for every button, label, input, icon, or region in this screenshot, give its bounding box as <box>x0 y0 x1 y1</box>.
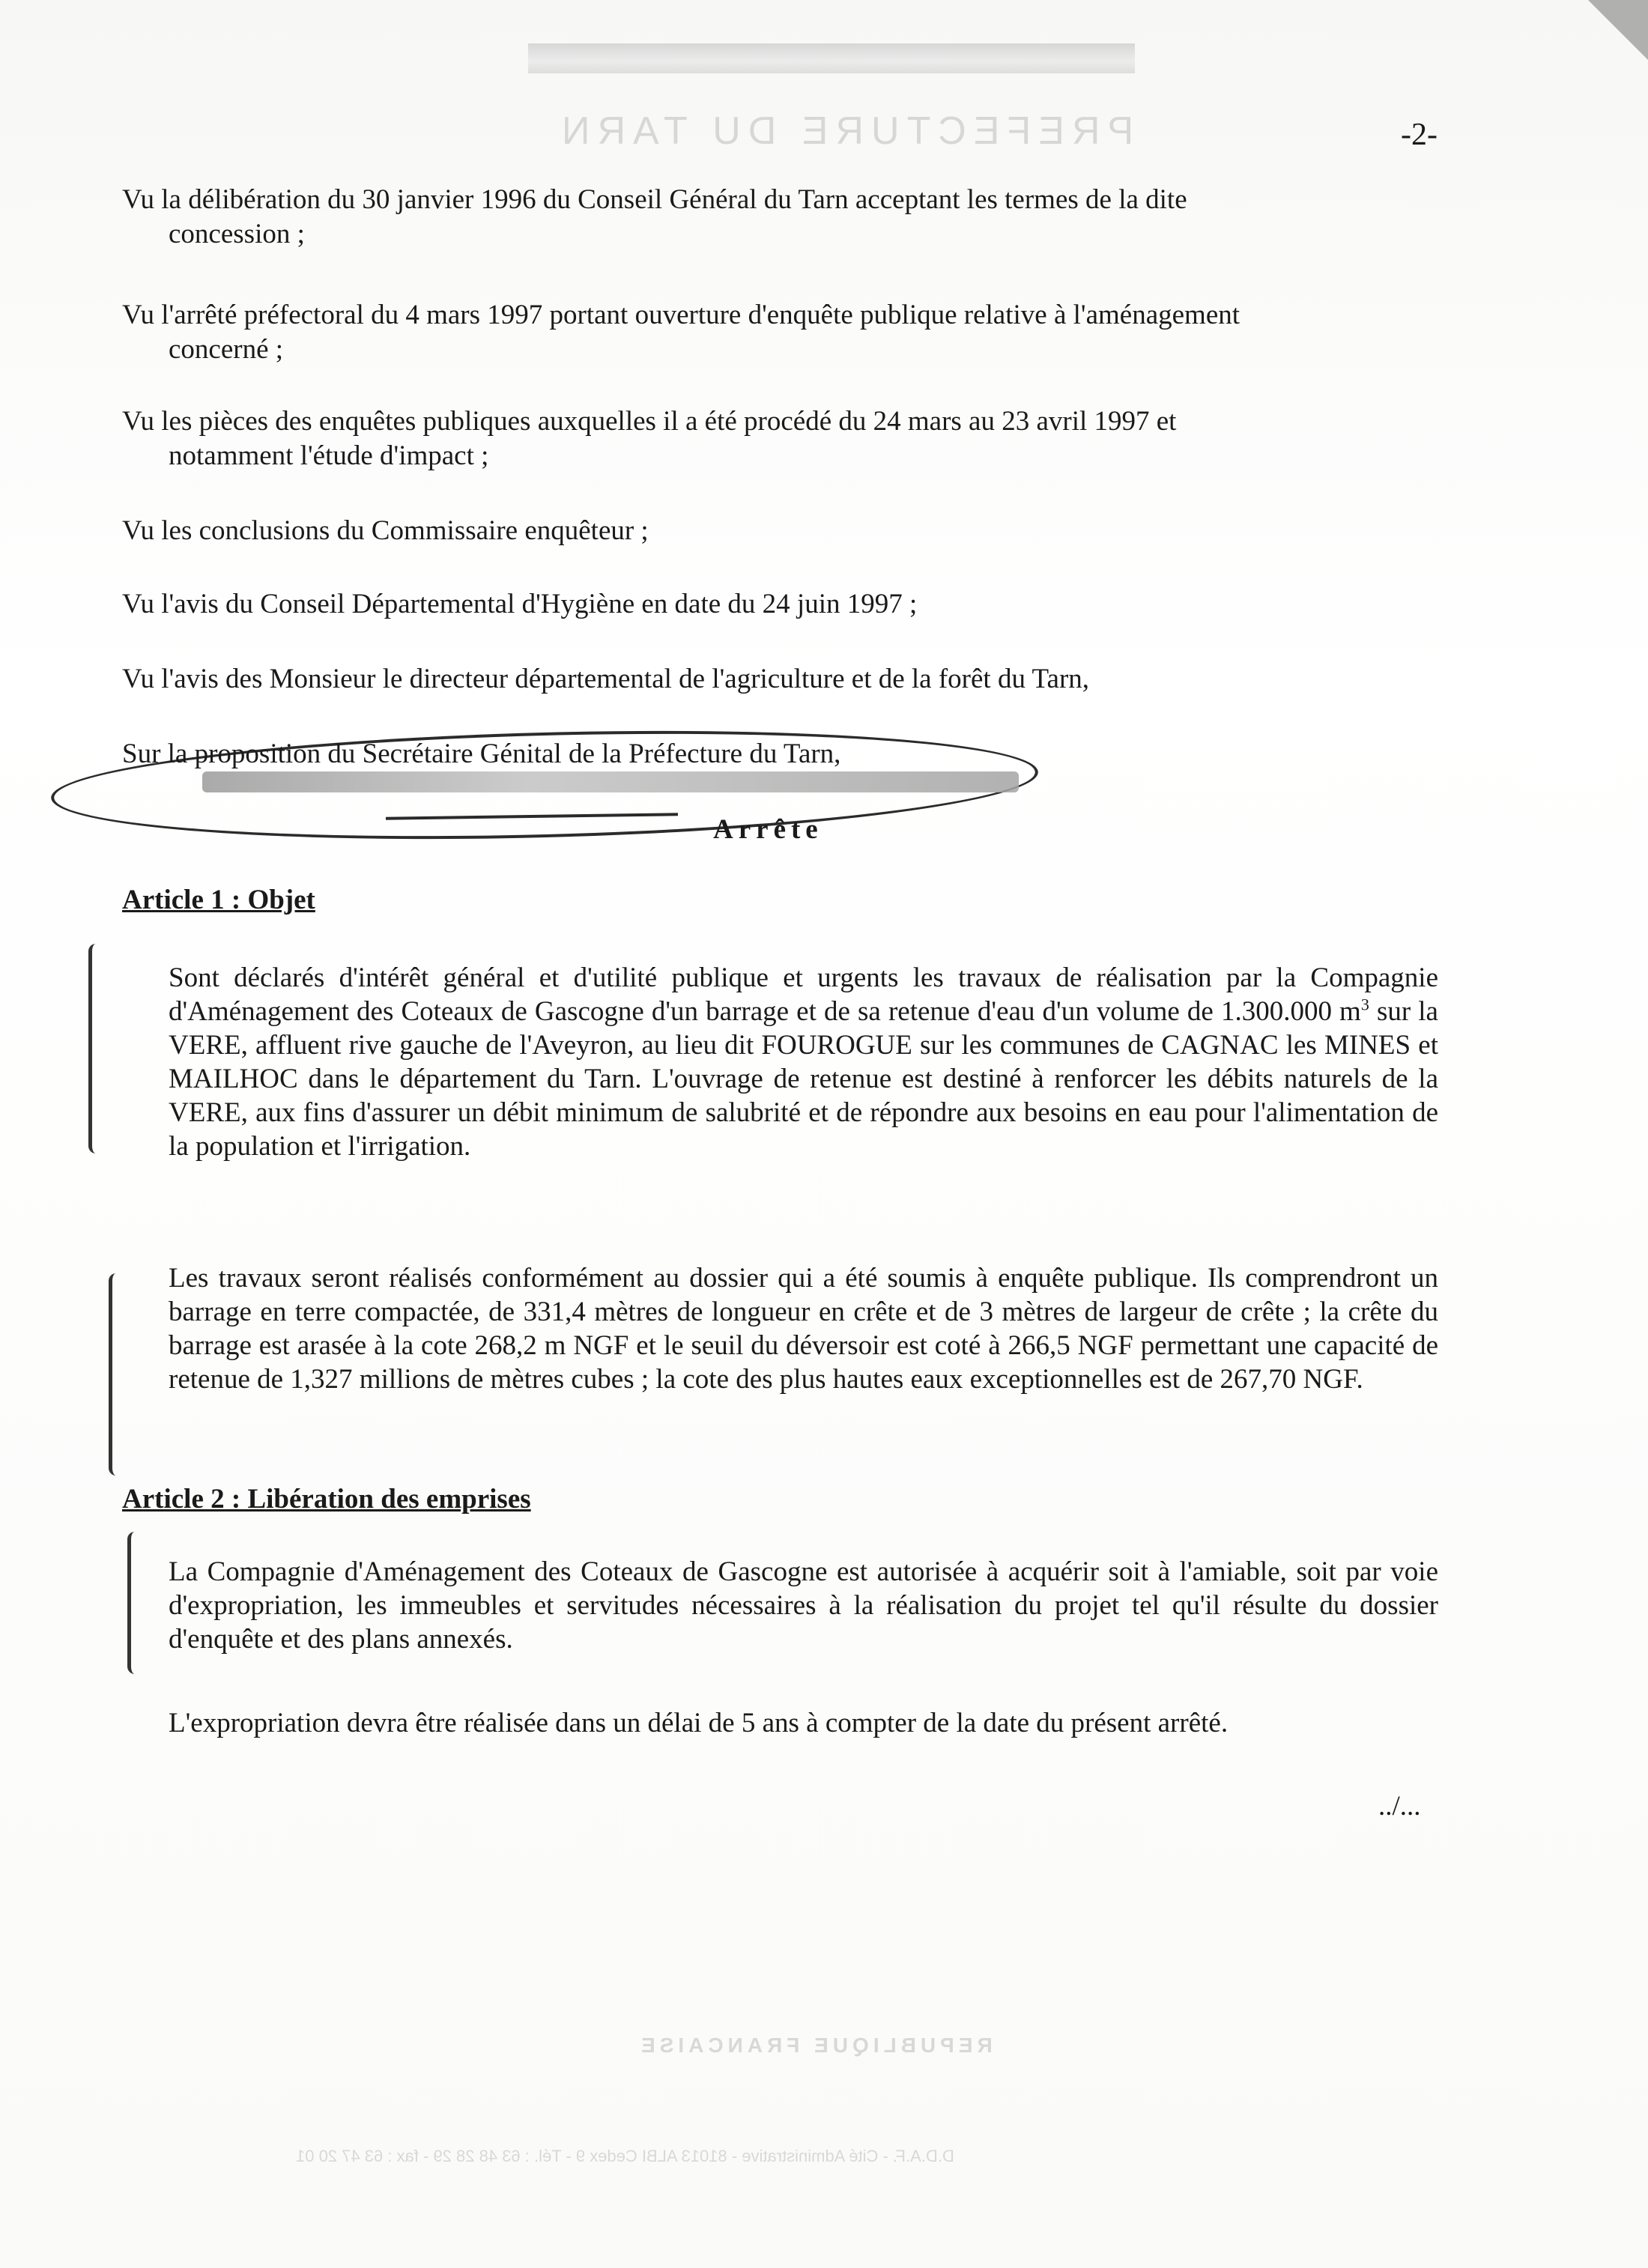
page-number: -2- <box>1401 118 1438 152</box>
considerant-4 <box>122 514 1441 548</box>
considerant-3 <box>122 404 1441 473</box>
article-2-paragraph-1: La Compagnie d'Aménagement des Coteaux de Gascogne est autorisée à acquérir soit à l'amiable, soit par voie d'expropriation, les immeubles et servitudes nécessaires à la réalisation du projet tel qu'il résulte du dossier d'enquête et des plans annexés. <box>169 1556 1438 1655</box>
considerant-line: Vu l'avis des Monsieur le directeur départemental de l'agriculture et de la forêt du Tarn, <box>122 664 1090 694</box>
considerant-6 <box>122 662 1441 697</box>
arrete-heading: Arrête <box>713 814 823 845</box>
considerant-1 <box>122 183 1441 252</box>
superscript: 3 <box>1360 995 1369 1014</box>
considerant-line: Vu la délibération du 30 janvier 1996 du Conseil Général du Tarn acceptant les termes de la dite <box>122 184 1187 215</box>
paragraph-text: sur la VERE, affluent rive gauche de l'Aveyron, au lieu dit FOUROGUE sur les communes de CAGNAC les MINES et MAILHOC dans le département du Tarn. L'ouvrage de retenue est destiné à renforcer les débits naturels de la VERE, aux fins d'assurer un débit minimum de salubrité et de répondre aux besoins en eau pour l'alimentation de la population et l'irrigation. <box>169 996 1438 1162</box>
margin-bracket <box>88 944 106 1153</box>
article-1-paragraph-1 <box>169 961 1438 1163</box>
article-2-title: Article 2 : Libération des emprises <box>122 1484 531 1514</box>
considerant-5 <box>122 587 1441 622</box>
redaction-stroke <box>202 771 1019 792</box>
bleed-through-header: PREFECTURE DU TARN <box>554 109 1134 153</box>
proposition: Sur la proposition du Secrétaire Génital de la Préfecture du Tarn, <box>122 739 841 769</box>
folded-corner <box>1588 0 1648 60</box>
considerant-continuation: concession ; <box>169 219 305 249</box>
considerant-continuation: concerné ; <box>169 334 284 365</box>
article-1-paragraph-2: Les travaux seront réalisés conformément au dossier qui a été soumis à enquête publique. Ils comprendront un barrage en terre compactée, de 331,4 mètres de longueur en crête et de 3 mètres de largeur de crête ; la crête du barrage est arasée à la cote 268,2 m NGF et le seuil du déversoir est coté à 266,5 NGF permettant une capacité de retenue de 1,327 millions de mètres cubes ; la cote des plus hautes eaux exceptionnelles est de 267,70 NGF. <box>169 1263 1438 1395</box>
paragraph-text: Sont déclarés d'intérêt général et d'utilité publique et urgents les travaux de réalisation par la Compagnie d'Aménagement des Coteaux de Gascogne d'un barrage et de sa retenue d'eau d'un volume de 1.300.000 m <box>169 962 1438 1027</box>
scan-header-bar <box>528 43 1135 73</box>
considerant-line: Vu les pièces des enquêtes publiques auxquelles il a été procédé du 24 mars au 23 avril 1997 et <box>122 406 1177 437</box>
article-1-title: Article 1 : Objet <box>122 885 315 915</box>
considerant-continuation: notamment l'étude d'impact ; <box>169 440 489 471</box>
considerant-line: Vu l'avis du Conseil Départemental d'Hygiène en date du 24 juin 1997 ; <box>122 589 918 619</box>
article-2-paragraph-2: L'expropriation devra être réalisée dans un délai de 5 ans à compter de la date du présent arrêté. <box>169 1708 1229 1738</box>
page-continuation: ../... <box>1378 1791 1421 1822</box>
considerant-line: Vu les conclusions du Commissaire enquêteur ; <box>122 515 649 546</box>
considerant-line: Vu l'arrêté préfectoral du 4 mars 1997 portant ouverture d'enquête publique relative à l'aménagement <box>122 300 1240 330</box>
margin-bracket <box>127 1532 145 1674</box>
bleed-through-footer: REPUBLIQUE FRANCAISE <box>637 2034 993 2057</box>
bleed-through-footer-address: D.D.A.F. - Cité Administrative - 81013 ALBI Cedex 9 - Tél. : 63 48 28 29 - fax : 63 47 20 01 <box>296 2147 954 2165</box>
considerant-2 <box>122 298 1441 367</box>
margin-bracket <box>109 1273 126 1476</box>
